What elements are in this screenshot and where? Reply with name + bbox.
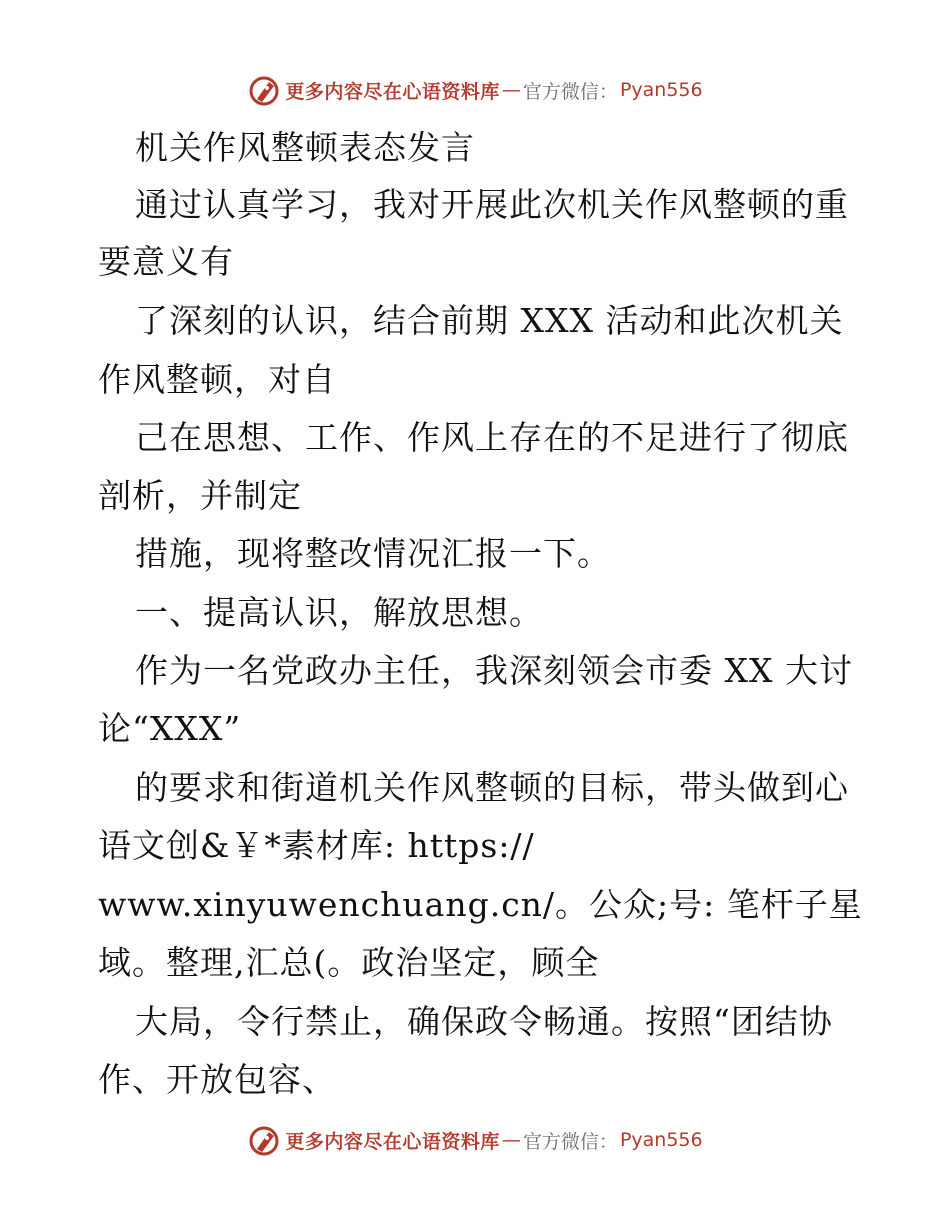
paragraph-line: 要意义有 xyxy=(98,242,234,281)
watermark-main-text: 更多内容尽在心语资料库 xyxy=(285,80,500,103)
paragraph-line: 的要求和街道机关作风整顿的目标，带头做到心 xyxy=(135,768,849,807)
paragraph-line: 论“XXX” xyxy=(98,709,242,748)
paragraph-line: 措施，现将整改情况汇报一下。 xyxy=(135,534,611,573)
paragraph-line: 语文创&￥*素材库: https:// xyxy=(98,826,535,865)
paragraph-line: 通过认真学习，我对开展此次机关作风整顿的重 xyxy=(135,185,849,224)
watermark-sub-text: 官方微信： xyxy=(522,80,618,103)
paragraph-line: 剖析，并制定 xyxy=(98,476,302,515)
paragraph-line: www.xinyuwenchuang.cn/。公众;号: 笔杆子星 xyxy=(98,885,863,924)
watermark-handle: Pyan556 xyxy=(619,79,703,101)
document-title: 机关作风整顿表态发言 xyxy=(135,128,475,167)
pen-nib-circle-icon xyxy=(247,1123,281,1157)
watermark-separator: — xyxy=(501,1129,521,1151)
pen-nib-circle-icon xyxy=(247,73,281,107)
section-heading: 一、提高认识，解放思想。 xyxy=(135,593,543,632)
watermark-banner-top xyxy=(0,70,950,110)
paragraph-line: 作为一名党政办主任，我深刻领会市委 XX 大讨 xyxy=(135,651,853,690)
paragraph-line: 域。整理,汇总(。政治坚定，顾全 xyxy=(98,943,600,982)
paragraph-line: 了深刻的认识，结合前期 XXX 活动和此次机关 xyxy=(135,301,844,340)
paragraph-line: 作风整顿，对自 xyxy=(98,360,336,399)
watermark-banner-bottom xyxy=(0,1120,950,1160)
paragraph-line: 大局，令行禁止，确保政令畅通。按照“团结协 xyxy=(135,1002,833,1041)
paragraph-line: 作、开放包容、 xyxy=(98,1060,336,1099)
watermark-handle: Pyan556 xyxy=(619,1129,703,1151)
watermark-sub-text: 官方微信： xyxy=(522,1130,618,1153)
watermark-main-text: 更多内容尽在心语资料库 xyxy=(285,1130,500,1153)
paragraph-line: 己在思想、工作、作风上存在的不足进行了彻底 xyxy=(135,418,849,457)
watermark-separator: — xyxy=(501,79,521,101)
